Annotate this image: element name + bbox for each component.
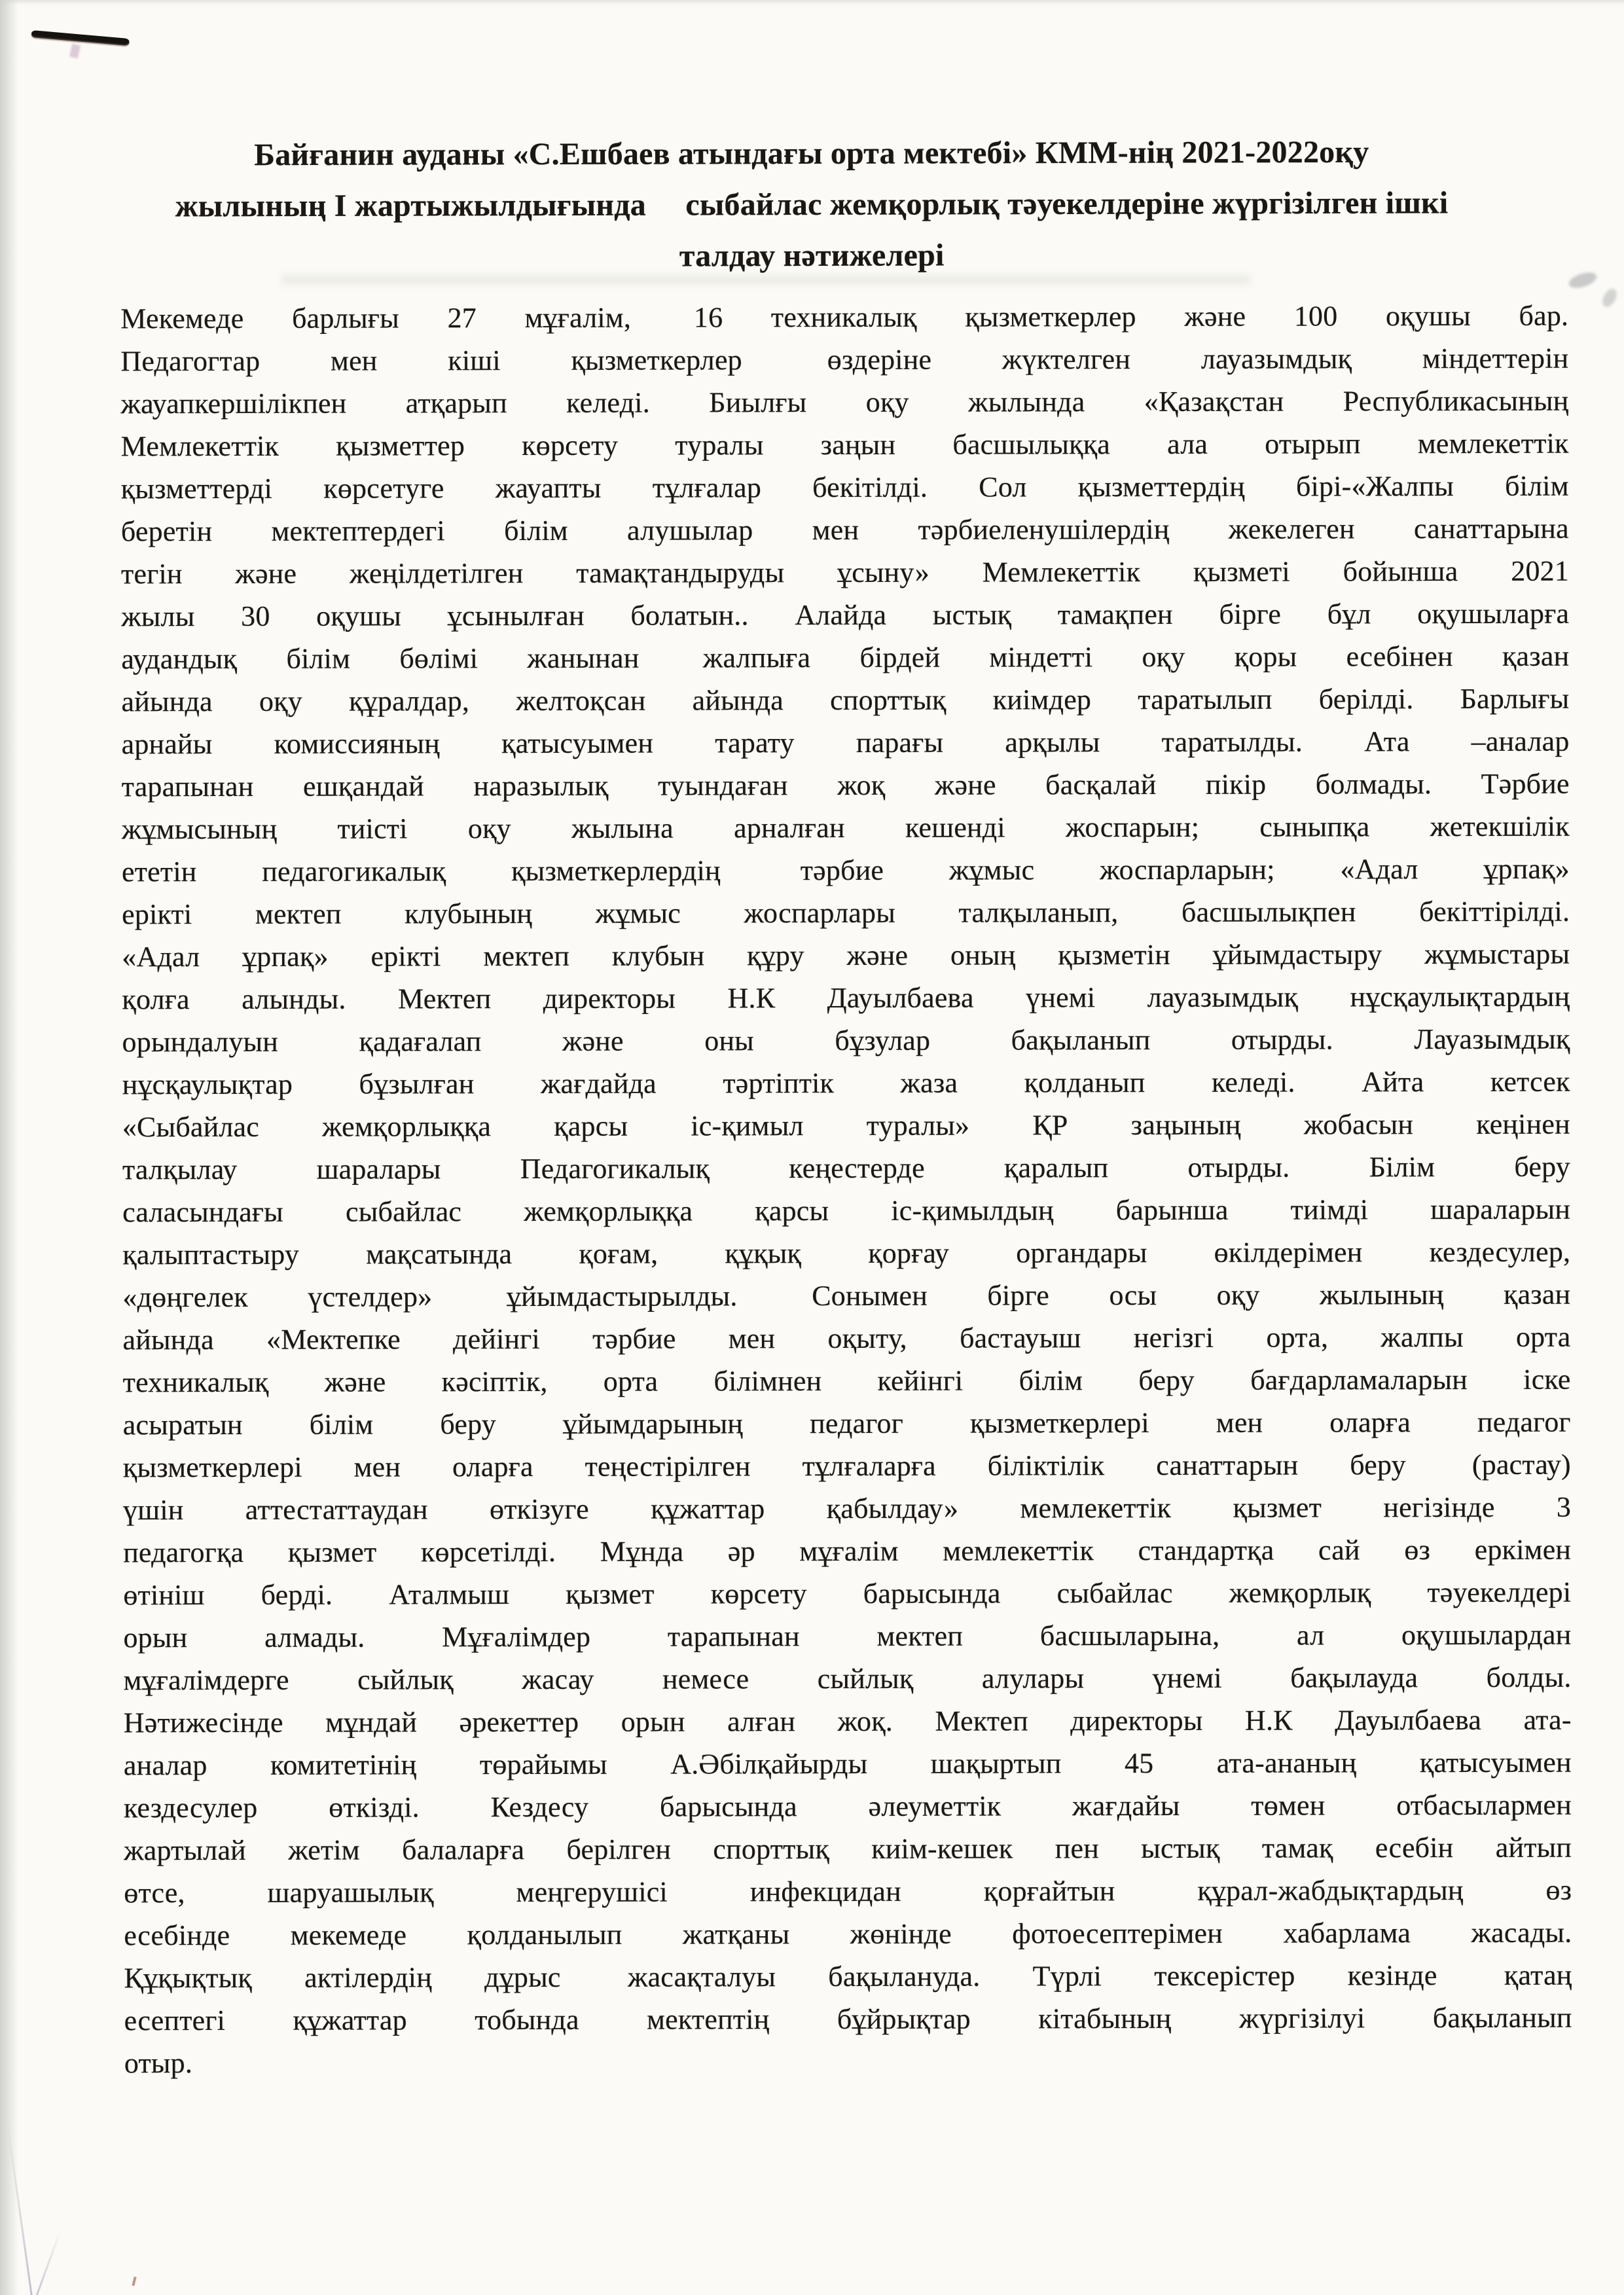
body-text-line: арнайы комиссияның қатысуымен тарату парағы арқылы таратылды. Ата –аналар xyxy=(121,725,1570,761)
body-text-line: қалыптастыру мақсатында қоғам, құқық қорғау органдары өкілдерімен кездесулер, xyxy=(122,1235,1571,1271)
body-text-line: отыр. xyxy=(124,2047,193,2080)
body-text-line: беретін мектептердегі білім алушылар мен тәрбиеленушілердің жекелеген санаттарына xyxy=(120,512,1569,548)
body-text-line: айында «Мектепке дейінгі тәрбие мен оқыту, бастауыш негізгі орта, жалпы орта xyxy=(122,1320,1571,1356)
gray-smudge xyxy=(1600,287,1619,310)
body-text-line: жылы 30 оқушы ұсынылған болатын.. Алайда ыстық тамақпен бірге бұл оқушыларға xyxy=(121,597,1570,633)
body-text-line: мұғалімдерге сыйлық жасау немесе сыйлық алулары үнемі бақылауда болды. xyxy=(123,1661,1572,1697)
body-text-line: ететін педагогикалық қызметкерлердің тәрбие жұмыс жоспарларын; «Адал ұрпақ» xyxy=(121,852,1570,888)
body-text-line: орындалуын қадағалап және оны бұзулар бақыланып отырды. Лауазымдық xyxy=(122,1022,1570,1058)
body-text-line: өтініш берді. Аталмыш қызмет көрсету барысында сыбайлас жемқорлық тәуекелдері xyxy=(123,1576,1572,1612)
body-text-line: қолға алынды. Мектеп директоры Н.К Дауылбаева үнемі лауазымдық нұсқаулықтардың xyxy=(122,980,1570,1016)
body-text-line: Педагогтар мен кіші қызметкерлер өздеріне жүктелген лауазымдық міндеттерін xyxy=(120,342,1569,378)
body-text-line: талқылау шаралары Педагогикалық кеңестерде қаралып отырды. Білім беру xyxy=(122,1150,1570,1186)
body-text-line: «Адал ұрпақ» ерікті мектеп клубын құру және оның қызметін ұйымдастыру жұмыстары xyxy=(122,937,1570,973)
document-title xyxy=(59,126,1565,283)
body-text-line: өтсе, шаруашылық меңгерушісі инфекцидан қорғайтын құрал-жабдықтардың өз xyxy=(124,1873,1572,1909)
gray-smudge xyxy=(1567,270,1598,291)
body-text-line: есебінде мекемеде қолданылып жатқаны жөнінде фотоесептерімен хабарлама жасады. xyxy=(124,1916,1572,1952)
scanner-left-edge-shadow xyxy=(0,0,18,2295)
body-text-line: орын алмады. Мұғалімдер тарапынан мектеп басшыларына, ал оқушылардан xyxy=(123,1618,1572,1654)
body-text-line: жауапкершілікпен атқарып келеді. Биылғы оқу жылында «Қазақстан Республикасының xyxy=(120,384,1569,420)
document-body xyxy=(120,295,1572,2085)
faint-purple-mark xyxy=(69,44,81,58)
body-text-line: жартылай жетім балаларға берілген спорттық киім-кешек пен ыстық тамақ есебін айтып xyxy=(124,1831,1572,1867)
body-text-line: тарапынан ешқандай наразылық туындаған жоқ және басқалай пікір болмады. Тәрбие xyxy=(121,767,1570,803)
body-text-line: саласындағы сыбайлас жемқорлыққа қарсы іс-қимылдың барынша тиімді шараларын xyxy=(122,1193,1571,1229)
body-text-line: қызметкерлері мен оларға теңестірілген тұлғаларға біліктілік санаттарын беру (растау) xyxy=(122,1448,1571,1484)
body-text-line: Нәтижесінде мұндай әрекеттер орын алған жоқ. Мектеп директоры Н.К Дауылбаева ата- xyxy=(123,1703,1572,1739)
title-line: Байғанин ауданы «С.Ешбаев атындағы орта мектебі» КММ-нің 2021-2022оқу xyxy=(254,134,1369,173)
body-text-line: Мемлекеттік қызметтер көрсету туралы заңын басшылыққа ала отырып мемлекеттік xyxy=(120,427,1569,463)
body-text-line: техникалық және кәсіптік, орта білімнен кейінгі білім беру бағдарламаларын іске xyxy=(122,1363,1571,1399)
body-text-line: тегін және жеңілдетілген тамақтандыруды ұсыну» Мемлекеттік қызметі бойынша 2021 xyxy=(120,554,1570,590)
pen-stroke-mark xyxy=(31,30,130,46)
body-text-line: педагогқа қызмет көрсетілді. Мұнда әр мұғалім мемлекеттік стандартқа сай өз еркімен xyxy=(123,1533,1572,1569)
body-text-line: «Сыбайлас жемқорлыққа қарсы іс-қимыл туралы» ҚР заңының жобасын кеңінен xyxy=(122,1108,1570,1144)
body-text-line: есептегі құжаттар тобында мектептің бұйрықтар кітабының жүргізілуі бақыланып xyxy=(124,2001,1572,2037)
body-text-line: жұмысының тиісті оқу жылына арналған кешенді жоспарын; сыныпқа жетекшілік xyxy=(121,810,1570,846)
red-speck xyxy=(132,2277,136,2286)
title-line: талдау нәтижелері xyxy=(679,238,945,274)
body-text-line: қызметтерді көрсетуге жауапты тұлғалар бекітілді. Сол қызметтердің бірі-«Жалпы білім xyxy=(120,469,1569,505)
paper-crease-line xyxy=(34,2235,60,2295)
body-text-line: «дөңгелек үстелдер» ұйымдастырылды. Сонымен бірге осы оқу жылының қазан xyxy=(122,1278,1571,1314)
body-text-line: үшін аттестаттаудан өткізуге құжаттар қабылдау» мемлекеттік қызмет негізінде 3 xyxy=(122,1491,1572,1527)
title-line: жылының I жартыжылдығында сыбайлас жемқорлық тәуекелдеріне жүргізілген ішкі xyxy=(175,185,1449,224)
body-text-line: нұсқаулықтар бұзылған жағдайда тәртіптік жаза қолданып келеді. Айта кетсек xyxy=(122,1065,1570,1101)
body-text-line: Мекемеде барлығы 27 мұғалім, 16 техникалық қызметкерлер және 100 оқушы бар. xyxy=(120,299,1569,335)
scanner-top-edge-shadow xyxy=(0,0,1624,5)
body-text-line: ерікті мектеп клубының жұмыс жоспарлары талқыланып, басшылықпен бекіттірілді. xyxy=(122,895,1570,931)
body-text-line: кездесулер өткізді. Кездесу барысында әлеуметтік жағдайы төмен отбасылармен xyxy=(123,1788,1572,1824)
body-text-line: аналар комитетінің төрайымы А.Әбілқайырды шақыртып 45 ата-ананың қатысуымен xyxy=(123,1746,1572,1782)
body-text-line: айында оқу құралдар, желтоқсан айында спорттық киімдер таратылып берілді. Барлығы xyxy=(121,682,1570,718)
body-text-line: Құқықтық актілердің дұрыс жасақталуы бақылануда. Түрлі тексерістер кезінде қатаң xyxy=(124,1959,1572,1995)
body-text-line: аудандық білім бөлімі жанынан жалпыға бірдей міндетті оқу қоры есебінен қазан xyxy=(121,640,1570,676)
body-text-line: асыратын білім беру ұйымдарының педагог қызметкерлері мен оларға педагог xyxy=(122,1405,1571,1441)
